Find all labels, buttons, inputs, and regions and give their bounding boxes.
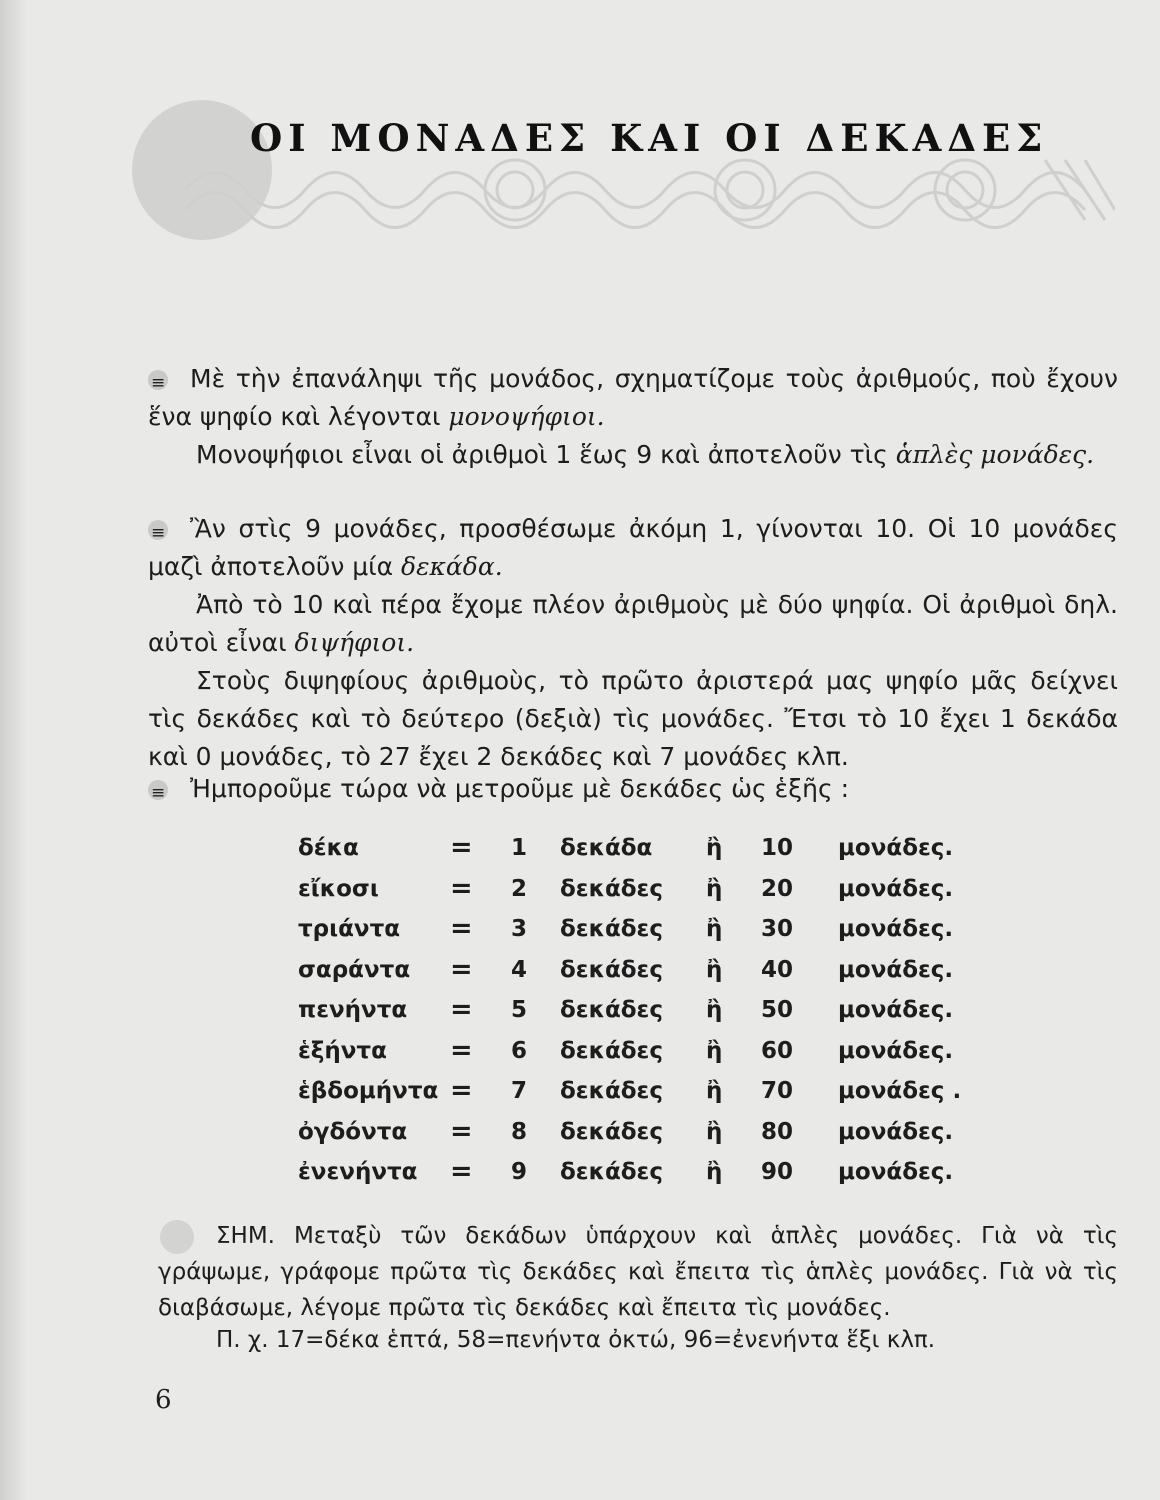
cell-tens: 90 <box>761 1159 794 1185</box>
cell-unit1: δεκάδες <box>560 1159 663 1185</box>
cell-n: 7 <box>511 1078 528 1104</box>
cell-eq: = <box>450 872 473 904</box>
cell-eq: = <box>450 1075 473 1106</box>
cell-tens: 50 <box>761 997 794 1023</box>
cell-word: πενήντα <box>298 997 408 1023</box>
cell-unit1: δεκάδα <box>560 835 653 861</box>
p1-italic-term: μονοψήφιοι. <box>448 402 605 431</box>
page-edge-shadow <box>0 0 28 1500</box>
cell-n: 3 <box>511 916 528 942</box>
cell-or: ἢ <box>706 835 723 861</box>
cell-n: 8 <box>511 1118 528 1145</box>
cell-unit1: δεκάδες <box>560 916 663 942</box>
p2-text: Ἂν στὶς 9 μονάδες, προσθέσωμε ἀκόμη 1, γίνονται 10. Οἱ 10 μονάδες μαζὶ ἀποτελοῦν μία <box>148 514 1118 581</box>
paragraph-single-digit <box>148 360 1118 474</box>
p2-italic-term: δεκάδα. <box>401 552 503 581</box>
note-text: ΣΗΜ. Μεταξὺ τῶν δεκάδων ὑπάρχουν καὶ ἁπλὲς μονάδες. Γιὰ νὰ τὶς γράψωμε, γράφομε πρῶτα τὶς δεκάδες καὶ ἔπειτα τὶς ἁπλὲς μονάδες. Γιὰ νὰ τὶς διαβάσωμε, λέγομε πρῶτα τὶς δεκάδες καὶ ἔπειτα τὶς μονάδες. <box>158 1223 1118 1321</box>
cell-word: τριάντα <box>298 916 401 942</box>
cell-unit1: δεκάδες <box>560 875 663 902</box>
cell-eq: = <box>450 1034 473 1066</box>
cell-eq: = <box>450 913 473 944</box>
cell-or: ἢ <box>706 956 723 983</box>
p2c-text: Στοὺς διψηφίους ἀριθμοὺς, τὸ πρῶτο ἀριστερά μας ψηφίο μᾶς δείχνει τὶς δεκάδες καὶ τὸ δεύτερο (δεξιὰ) τὶς μονάδες. Ἔτσι τὸ 10 ἔχει 1 δεκάδα καὶ 0 μονάδες, τὸ 27 ἔχει 2 δεκάδες καὶ 7 μονάδες κλπ. <box>148 666 1118 771</box>
cell-word: ἑβδομήντα <box>298 1078 439 1104</box>
paragraph-tens <box>148 510 1118 776</box>
p2b-italic-term: διψήφιοι. <box>294 628 415 657</box>
p1b-text: Μονοψήφιοι εἶναι οἱ ἀριθμοὶ 1 ἕως 9 καὶ ἀποτελοῦν τὶς <box>196 440 888 469</box>
bullet-icon <box>148 780 168 800</box>
p1b-italic-term: ἁπλὲς μονάδες. <box>895 440 1095 469</box>
cell-tens: 60 <box>761 1037 794 1064</box>
cell-tens: 40 <box>761 956 794 983</box>
cell-unit2: μονάδες. <box>838 1159 954 1185</box>
bullet-icon <box>148 370 168 390</box>
cell-unit2: μονάδες. <box>838 1037 954 1064</box>
cell-word: ὀγδόντα <box>298 1118 408 1145</box>
cell-n: 6 <box>511 1037 528 1064</box>
cell-eq: = <box>450 994 473 1025</box>
cell-or: ἢ <box>706 997 723 1023</box>
note-paragraph <box>158 1218 1118 1326</box>
cell-eq: = <box>450 953 473 985</box>
cell-or: ἢ <box>706 1078 723 1104</box>
p2b-text: Ἀπὸ τὸ 10 καὶ πέρα ἔχομε πλέον ἀριθμοὺς μὲ δύο ψηφία. Οἱ ἀριθμοὶ δηλ. αὐτοὶ εἶναι <box>148 590 1118 657</box>
cell-word: ἐνενήντα <box>298 1159 418 1185</box>
cell-eq: = <box>450 1156 473 1187</box>
cell-eq: = <box>450 1115 473 1147</box>
cell-unit1: δεκάδες <box>560 997 663 1023</box>
cell-unit1: δεκάδες <box>560 1037 663 1064</box>
cell-or: ἢ <box>706 1037 723 1064</box>
cell-word: σαράντα <box>298 956 411 983</box>
paragraph-counting-intro <box>148 770 1118 808</box>
cell-unit2: μονάδες. <box>838 997 954 1023</box>
cell-unit1: δεκάδες <box>560 1078 663 1104</box>
cell-unit2: μονάδες. <box>838 916 954 942</box>
cell-tens: 70 <box>761 1078 794 1104</box>
bullet-icon <box>148 520 168 540</box>
page-title: ΟΙ ΜΟΝΑΔΕΣ ΚΑΙ ΟΙ ΔΕΚΑΔΕΣ <box>250 116 1049 160</box>
decorative-ornament-band <box>185 150 1115 230</box>
cell-n: 5 <box>511 997 528 1023</box>
cell-unit2: μονάδες. <box>838 956 954 983</box>
cell-n: 4 <box>511 956 528 983</box>
cell-tens: 30 <box>761 916 794 942</box>
cell-n: 2 <box>511 875 528 902</box>
cell-or: ἢ <box>706 1159 723 1185</box>
cell-tens: 20 <box>761 875 794 902</box>
cell-unit2: μονάδες . <box>838 1078 962 1104</box>
cell-word: εἴκοσι <box>298 875 379 902</box>
cell-unit1: δεκάδες <box>560 1118 663 1145</box>
cell-unit2: μονάδες. <box>838 875 954 902</box>
cell-n: 9 <box>511 1159 528 1185</box>
cell-unit2: μονάδες. <box>838 1118 954 1145</box>
cell-unit1: δεκάδες <box>560 956 663 983</box>
cell-eq: = <box>450 832 473 863</box>
cell-word: δέκα <box>298 835 359 861</box>
cell-unit2: μονάδες. <box>838 835 954 861</box>
cell-tens: 10 <box>761 835 794 861</box>
note-example: Π. χ. 17=δέκα ἑπτά, 58=πενήντα ὀκτώ, 96=ἐνενήντα ἕξι κλπ. <box>216 1327 936 1353</box>
page-number: 6 <box>155 1385 172 1415</box>
cell-word: ἑξήντα <box>298 1037 387 1064</box>
p1-text: Μὲ τὴν ἐπανάληψι τῆς μονάδος, σχηματίζομε τοὺς ἀριθμούς, ποὺ ἔχουν ἕνα ψηφίο καὶ λέγονται <box>148 364 1118 431</box>
cell-or: ἢ <box>706 875 723 902</box>
cell-or: ἢ <box>706 916 723 942</box>
cell-or: ἢ <box>706 1118 723 1145</box>
cell-tens: 80 <box>761 1118 794 1145</box>
p3-text: Ἠμποροῦμε τώρα νὰ μετροῦμε μὲ δεκάδες ὡς ἑξῆς : <box>190 774 850 803</box>
cell-n: 1 <box>511 835 528 861</box>
